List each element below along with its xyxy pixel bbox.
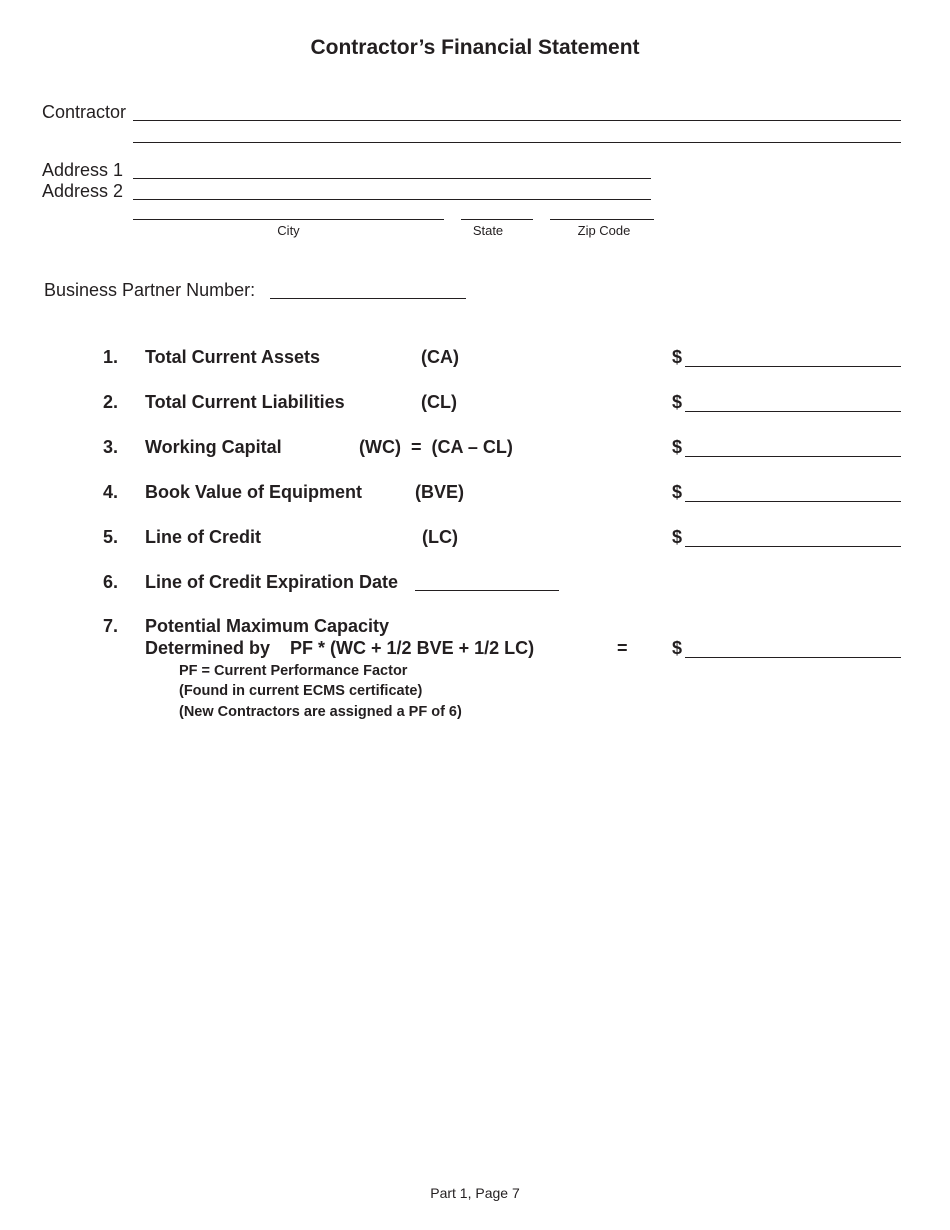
note-line: (Found in current ECMS certificate) (179, 683, 423, 699)
note-line: (New Contractors are assigned a PF of 6) (179, 704, 462, 720)
currency-symbol: $ (672, 437, 683, 457)
max-capacity-field[interactable] (685, 657, 901, 658)
item-label: Total Current Assets (145, 347, 321, 367)
line-of-credit-field[interactable] (685, 546, 901, 547)
currency-symbol: $ (672, 392, 683, 412)
address1-label: Address 1 (42, 160, 124, 180)
item-label: Line of Credit Expiration Date (145, 572, 399, 592)
contractor-field[interactable] (133, 120, 901, 121)
item-abbr: (BVE) (415, 482, 464, 502)
city-field[interactable] (133, 219, 444, 220)
item-number: 1. (103, 347, 119, 367)
equals-sign: = (617, 638, 628, 658)
item-number: 2. (103, 392, 119, 412)
contractor-field-line-2[interactable] (133, 142, 901, 143)
item-label: Potential Maximum Capacity (145, 616, 390, 636)
item-abbr: (CL) (421, 392, 457, 412)
bpn-field[interactable] (270, 298, 466, 299)
zip-label: Zip Code (577, 223, 631, 238)
note-line: PF = Current Performance Factor (179, 663, 408, 679)
address2-label: Address 2 (42, 181, 124, 201)
item-abbr: (WC) = (CA – CL) (359, 437, 513, 457)
item-label: Working Capital (145, 437, 282, 457)
address1-field[interactable] (133, 178, 651, 179)
item-label: Line of Credit (145, 527, 261, 547)
currency-symbol: $ (672, 347, 683, 367)
contractor-label: Contractor (42, 102, 127, 122)
expiration-date-field[interactable] (415, 590, 559, 591)
item-number: 5. (103, 527, 119, 547)
item-label: Book Value of Equipment (145, 482, 363, 502)
total-current-liabilities-field[interactable] (685, 411, 901, 412)
page-title: Contractor’s Financial Statement (310, 36, 640, 59)
currency-symbol: $ (672, 527, 683, 547)
item-number: 3. (103, 437, 119, 457)
item-number: 7. (103, 616, 119, 636)
currency-symbol: $ (672, 482, 683, 502)
item-abbr: (CA) (421, 347, 459, 367)
state-label: State (472, 223, 504, 238)
formula: Determined by PF * (WC + 1/2 BVE + 1/2 LC) (145, 638, 535, 658)
bpn-label: Business Partner Number: (44, 280, 256, 300)
item-abbr: (LC) (422, 527, 458, 547)
item-label: Total Current Liabilities (145, 392, 345, 412)
page-footer: Part 1, Page 7 (430, 1185, 520, 1201)
currency-symbol: $ (672, 638, 683, 658)
item-number: 4. (103, 482, 119, 502)
item-number: 6. (103, 572, 119, 592)
city-label: City (277, 223, 300, 238)
zip-field[interactable] (550, 219, 654, 220)
state-field[interactable] (461, 219, 533, 220)
address2-field[interactable] (133, 199, 651, 200)
working-capital-field[interactable] (685, 456, 901, 457)
book-value-equipment-field[interactable] (685, 501, 901, 502)
total-current-assets-field[interactable] (685, 366, 901, 367)
